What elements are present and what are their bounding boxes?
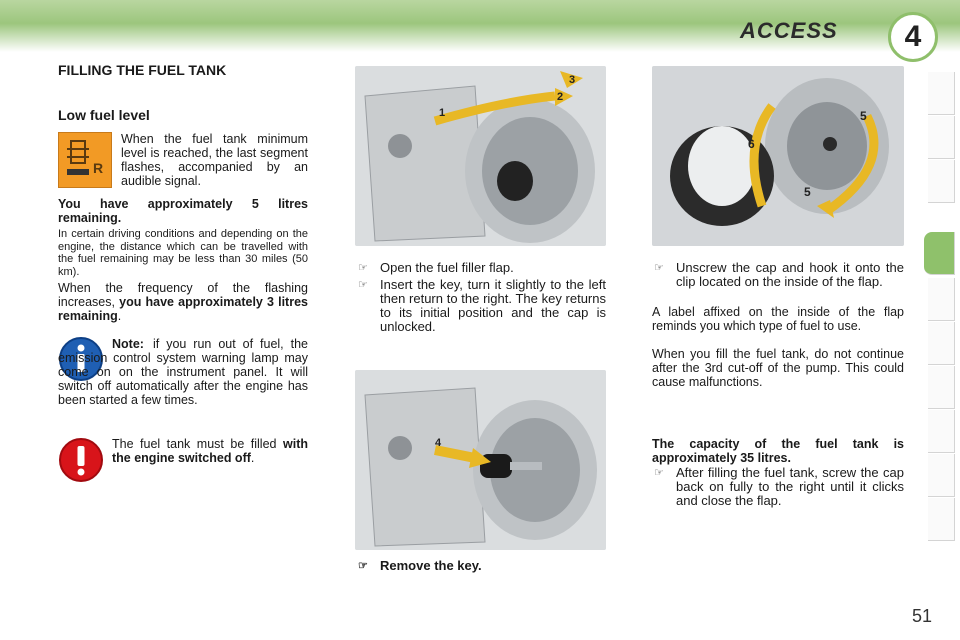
warning-end: .: [250, 451, 255, 465]
flash-frequency-note: [58, 281, 308, 323]
step-insert-key: [358, 278, 606, 334]
callout-5-bottom: 5: [804, 185, 811, 199]
chapter-number-badge: 4: [888, 12, 938, 62]
callout-2: 2: [557, 91, 564, 103]
photo-unscrew-cap: [652, 66, 904, 246]
step-text: After filling the fuel tank, screw the cap back on fully to the right until it clicks and close the flap.: [676, 465, 904, 508]
chapter-tab-7[interactable]: [928, 366, 955, 409]
range-note: In certain driving conditions and depending on the engine, the distance which can be travelled with the fuel remaining may be less than 30 miles (50 km).: [58, 228, 308, 278]
chapter-tab-9[interactable]: [928, 454, 955, 497]
photo-remove-key: [355, 370, 606, 550]
warning-icon: [58, 437, 104, 483]
cutoff-note: When you fill the fuel tank, do not continue after the 3rd cut-off of the pump. This could cause malfunctions.: [652, 347, 904, 389]
chapter-title: ACCESS: [740, 18, 838, 43]
remaining-5-litres: You have approximately 5 litres remaining.: [58, 197, 308, 225]
callout-5-top: 5: [860, 109, 867, 123]
low-fuel-title: Low fuel level: [58, 107, 150, 123]
chapter-tab-10[interactable]: [928, 498, 955, 541]
step-open-flap: [358, 261, 606, 275]
fuel-type-label-note: A label affixed on the inside of the flap reminds you which type of fuel to use.: [652, 305, 904, 333]
remaining-3-litres: you have approximately 3 litres remaining: [58, 295, 308, 323]
page-number: 51: [912, 606, 933, 626]
bullet-icon: ☞: [358, 279, 368, 291]
step-after-fill: [654, 466, 904, 508]
step-text: Remove the key.: [380, 558, 482, 573]
bullet-icon: ☞: [654, 467, 664, 479]
chapter-tabs: [928, 72, 958, 572]
chapter-tab-6[interactable]: [928, 322, 955, 365]
callout-1: 1: [439, 107, 446, 119]
low-fuel-intro: When the fuel tank minimum level is reached, the last segment flashes, accompanied by an audible signal.: [121, 132, 308, 188]
chapter-tab-5[interactable]: [928, 278, 955, 321]
callout-3: 3: [569, 74, 576, 86]
chapter-tab-8[interactable]: [928, 410, 955, 453]
bullet-icon: ☞: [358, 262, 368, 274]
bullet-icon: ☞: [358, 560, 368, 572]
step-remove-key: [358, 559, 606, 573]
chapter-tab-4[interactable]: [924, 232, 955, 275]
step-unscrew-cap: [654, 261, 904, 289]
bullet-icon: ☞: [654, 262, 664, 274]
section-title: FILLING THE FUEL TANK: [58, 62, 227, 78]
step-text: Insert the key, turn it slightly to the left then return to the right. The key returns to its initial position and the cap is unlocked.: [380, 277, 606, 334]
fuel-icon-letter: R: [93, 160, 104, 176]
warning-lead: The fuel tank must be filled: [112, 437, 277, 451]
flash-end: .: [117, 309, 122, 323]
photo-open-flap: [355, 66, 606, 246]
fuel-gauge-icon: [58, 132, 112, 188]
note-label: Note:: [112, 337, 144, 351]
warning-text: [112, 437, 308, 465]
callout-4: 4: [435, 437, 442, 449]
callout-6: 6: [748, 137, 755, 151]
step-text: Open the fuel filler flap.: [380, 260, 514, 275]
flash-text: When the frequency of the flashing increases,: [58, 281, 308, 309]
step-text: Unscrew the cap and hook it onto the clip located on the inside of the flap.: [676, 260, 904, 289]
chapter-tab-2[interactable]: [928, 116, 955, 159]
note-text: if you run out of fuel, the emission control system warning lamp may come on on the instrument panel. It will switch off automatically after the engine has been started a few times.: [58, 337, 308, 407]
chapter-tab-3[interactable]: [928, 160, 955, 203]
chapter-tab-1[interactable]: [928, 72, 955, 115]
warning-bold: with the engine switched off: [112, 437, 308, 465]
tank-capacity: The capacity of the fuel tank is approximately 35 litres.: [652, 437, 904, 465]
